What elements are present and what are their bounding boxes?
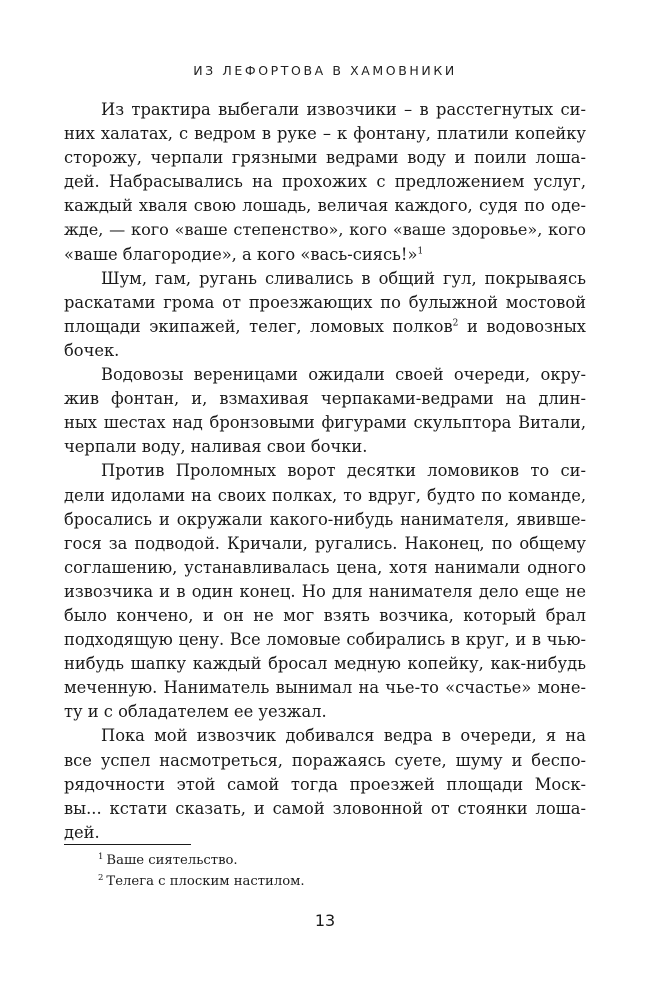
body-text bbox=[64, 98, 586, 845]
text-line: нибудь шапку каждый бросал медную копейку, как-нибудь bbox=[64, 654, 586, 674]
footnote-text: Ваше сиятельство. bbox=[106, 853, 238, 868]
text-line-content: площади экипажей, телег, ломовых полков bbox=[64, 316, 453, 336]
text-line: подходящую цену. Все ломовые собирались в круг, и в чью- bbox=[64, 630, 586, 650]
text-line: дей. bbox=[64, 822, 100, 842]
text-line: дели идолами на своих полках, то вдруг, будто по команде, bbox=[64, 485, 586, 505]
paragraph-1 bbox=[64, 98, 586, 267]
paragraph-4 bbox=[64, 459, 586, 724]
text-line: Из трактира выбегали извозчики – в расстегнутых си- bbox=[101, 100, 586, 119]
footnotes bbox=[98, 850, 305, 892]
text-line-content: и водовозных bbox=[458, 316, 586, 336]
running-head: ИЗ ЛЕФОРТОВА В ХАМОВНИКИ bbox=[193, 63, 457, 78]
text-line: соглашению, устанавливалась цена, хотя нанимали одного bbox=[64, 557, 586, 577]
paragraph-2 bbox=[64, 267, 586, 363]
page-number: 13 bbox=[314, 911, 336, 930]
text-line: гося за подводой. Кричали, ругались. Наконец, по общему bbox=[64, 533, 586, 553]
footnote-2 bbox=[98, 871, 305, 892]
text-line: дей. Набрасывались на прохожих с предложением услуг, bbox=[64, 172, 586, 192]
text-line: Водовозы вереницами ожидали своей очереди, окру- bbox=[101, 365, 586, 385]
text-line: черпали воду, наливая свои бочки. bbox=[64, 437, 368, 457]
text-line: сторожу, черпали грязными ведрами воду и поили лоша- bbox=[64, 148, 586, 168]
text-line-content: «ваше благородие», а кого «вась-сиясь!» bbox=[64, 244, 418, 264]
text-line: было кончено, и он не мог взять возчика, который брал bbox=[64, 605, 586, 625]
paragraph-3 bbox=[64, 363, 586, 459]
footnote-ref: 1 bbox=[417, 246, 424, 257]
paragraph-5 bbox=[64, 724, 586, 844]
text-line bbox=[64, 243, 586, 267]
text-line: жде, — кого «ваше степенство», кого «ваше здоровье», кого bbox=[64, 220, 586, 240]
footnote-mark: 1 bbox=[98, 851, 104, 862]
text-line: меченную. Наниматель вынимал на чье-то «счастье» моне- bbox=[64, 678, 586, 698]
text-line: жив фонтан, и, взмахивая черпаками-ведрами на длин- bbox=[64, 389, 586, 409]
text-line: извозчика и в один конец. Но для нанимателя дело еще не bbox=[64, 581, 586, 601]
footnote-1 bbox=[98, 850, 305, 871]
footnote-divider bbox=[64, 844, 191, 845]
footnote-ref: 2 bbox=[452, 318, 459, 329]
text-line: каждый хваля свою лошадь, величая каждого, судя по оде- bbox=[64, 196, 586, 216]
text-line: бочек. bbox=[64, 340, 120, 360]
text-line: раскатами грома от проезжающих по булыжной мостовой bbox=[64, 292, 586, 312]
text-line: все успел насмотреться, поражаясь суете, шуму и беспо- bbox=[64, 750, 586, 770]
text-line: ту и с обладателем ее уезжал. bbox=[64, 702, 327, 722]
text-line: Шум, гам, ругань сливались в общий гул, покрываясь bbox=[101, 268, 586, 288]
text-line: вы... кстати сказать, и самой зловонной от стоянки лоша- bbox=[64, 798, 586, 818]
text-line: Пока мой извозчик добивался ведра в очереди, я на bbox=[101, 726, 586, 746]
footnote-mark: 2 bbox=[98, 872, 104, 883]
footnote-text: Телега с плоским настилом. bbox=[106, 874, 305, 889]
text-line: Против Проломных ворот десятки ломовиков то си- bbox=[101, 461, 586, 481]
text-line bbox=[64, 315, 586, 339]
text-line: них халатах, с ведром в руке – к фонтану, платили копейку bbox=[64, 124, 586, 144]
text-line: рядочности этой самой тогда проезжей площади Моск- bbox=[64, 774, 586, 794]
text-line: бросались и окружали какого-нибудь нанимателя, явивше- bbox=[64, 509, 586, 529]
text-line: ных шестах над бронзовыми фигурами скульптора Витали, bbox=[64, 413, 586, 433]
